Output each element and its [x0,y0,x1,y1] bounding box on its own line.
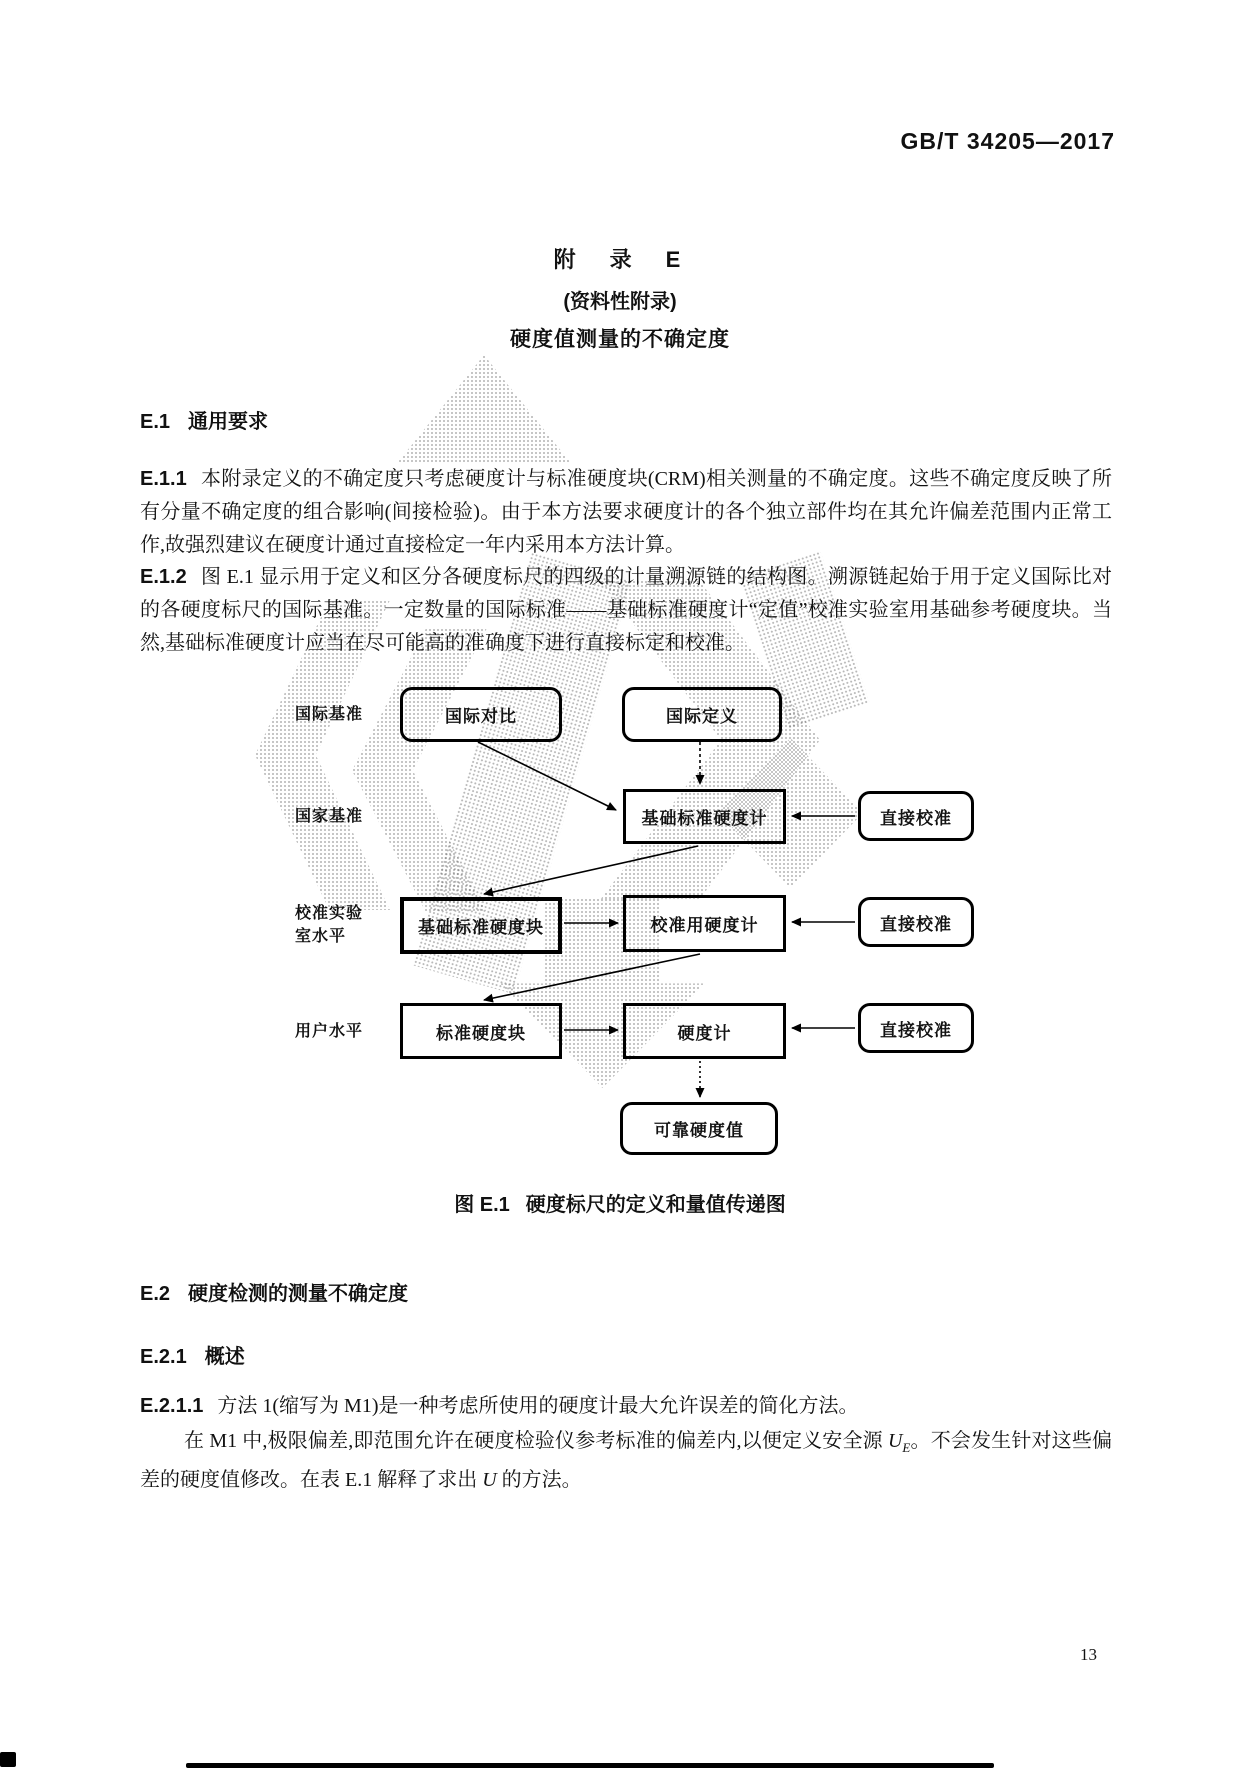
paragraph-m1-text-2: 。不会发生针对这些偏差的硬度值修改。在表 E.1 解释了求出 [140,1430,1112,1491]
box-hardness-machine: 硬度计 [623,1003,786,1059]
section-e21-number: E.2.1 [140,1346,187,1368]
scan-artifact-line [186,1763,994,1768]
figure-e1-caption-text: 硬度标尺的定义和量值传递图 [525,1194,786,1216]
paragraph-m1 [140,1425,1112,1497]
paragraph-e11-number: E.1.1 [140,468,187,490]
row-label-calibration-lab-line1: 校准实验 [295,905,364,922]
scan-artifact-blob [0,1752,16,1767]
box-primary-standard-machine: 基础标准硬度计 [623,789,786,844]
paragraph-m1-text-3: 的方法。 [496,1469,582,1491]
paragraph-e12 [140,561,1112,660]
box-standard-block: 标准硬度块 [400,1003,562,1059]
figure-e1-diagram [0,660,1240,1220]
box-direct-calibration-2: 直接校准 [858,897,974,947]
paragraph-e11 [140,463,1112,562]
figure-e1-caption-number: 图 E.1 [454,1194,510,1216]
box-calibration-machine: 校准用硬度计 [623,895,786,952]
paragraph-e11-text: 本附录定义的不确定度只考虑硬度计与标准硬度块(CRM)相关测量的不确定度。这些不确定度反映了所有分量不确定度的组合影响(间接检验)。由于本方法要求硬度计的各个独立部件均在其允许偏差范围内正常工作,故强烈建议在硬度计通过直接检定一年内采用本方法计算。 [140,468,1112,556]
appendix-subtitle: (资料性附录) [563,291,677,313]
box-primary-standard-block: 基础标准硬度块 [400,897,562,954]
row-label-national-standard: 国家基准 [295,808,364,825]
box-international-comparison: 国际对比 [400,687,562,742]
standard-code: GB/T 34205—2017 [900,128,1115,154]
section-e21-heading [140,1340,245,1369]
section-e2-heading [140,1277,408,1306]
row-label-calibration-lab [295,902,363,948]
paragraph-e211-number: E.2.1.1 [140,1395,204,1417]
paragraph-e12-number: E.1.2 [140,566,187,588]
section-e2-title: 硬度检测的测量不确定度 [188,1283,409,1305]
box-international-definition: 国际定义 [622,687,782,742]
appendix-title-block [0,243,1240,353]
paragraph-m1-text-1: 在 M1 中,极限偏差,即范围允许在硬度检验仪参考标准的偏差内,以便定义安全源 [184,1430,888,1452]
section-e1-title: 通用要求 [188,411,269,433]
section-e2-number: E.2 [140,1283,171,1305]
row-label-user-level: 用户水平 [295,1023,364,1040]
appendix-heading: 硬度值测量的不确定度 [510,328,730,351]
page-number: 13 [1080,1645,1097,1664]
appendix-title: 附 录 E [553,247,687,272]
paragraph-e12-text: 图 E.1 显示用于定义和区分各硬度标尺的四级的计量溯源链的结构图。溯源链起始于用于定义国际比对的各硬度标尺的国际基准。一定数量的国际标准——基础标准硬度计“定值”校准实验室用基础参考硬度块。当然,基础标准硬度计应当在尽可能高的准确度下进行直接标定和校准。 [140,566,1112,654]
row-label-calibration-lab-line2: 室水平 [295,928,347,945]
symbol-u: U [482,1469,497,1491]
box-direct-calibration-3: 直接校准 [858,1003,974,1053]
watermark-shape [398,355,570,462]
paragraph-e211 [140,1390,1112,1423]
box-reliable-hardness-value: 可靠硬度值 [620,1102,778,1155]
paragraph-e211-text: 方法 1(缩写为 M1)是一种考虑所使用的硬度计最大允许误差的简化方法。 [217,1395,859,1417]
section-e1-number: E.1 [140,411,171,433]
symbol-ue: $U_E$ [887,1430,911,1455]
row-label-international-standard: 国际基准 [295,706,364,723]
section-e21-title: 概述 [204,1346,245,1368]
box-direct-calibration-1: 直接校准 [858,791,974,841]
section-e1-heading [140,405,268,434]
